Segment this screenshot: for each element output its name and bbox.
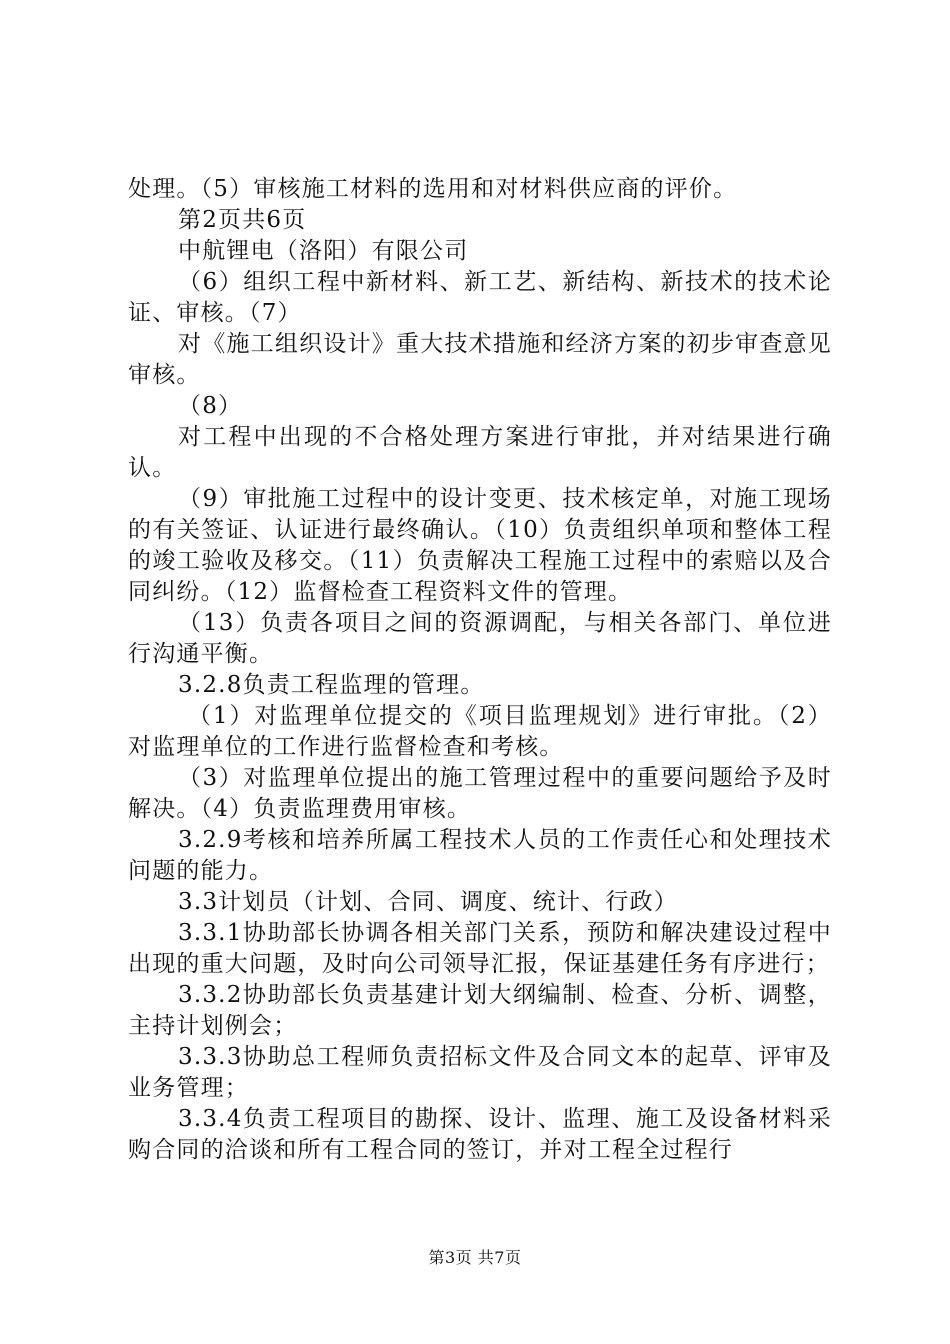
paragraph: 3.2.9考核和培养所属工程技术人员的工作责任心和处理技术问题的能力。 (128, 827, 832, 884)
paragraph: 对《施工组织设计》重大技术措施和经济方案的初步审查意见审核。 (128, 331, 832, 388)
inner-page-number: 第2页共6页 (178, 207, 307, 233)
paragraph: （1）对监理单位提交的《项目监理规划》进行审批。（2）对监理单位的工作进行监督检查和考核。 (128, 703, 832, 760)
paragraph: （9）审批施工过程中的设计变更、技术核定单，对施工现场的有关签证、认证进行最终确认。（10）负责组织单项和整体工程的竣工验收及移交。（11）负责解决工程施工过程中的索赔以及合同纠纷。（12）监督检查工程资料文件的管理。 (128, 486, 832, 605)
document-body (128, 174, 832, 1166)
company-name: 中航锂电（洛阳）有限公司 (178, 238, 469, 264)
page-footer: 第3页 共7页 (428, 1248, 522, 1267)
paragraph: 对工程中出现的不合格处理方案进行审批，并对结果进行确认。 (128, 424, 832, 481)
paragraph: （13）负责各项目之间的资源调配，与相关各部门、单位进行沟通平衡。 (128, 610, 832, 667)
paragraph: （6）组织工程中新材料、新工艺、新结构、新技术的技术论证、审核。（7） (128, 269, 832, 326)
section-heading: 3.3计划员（计划、合同、调度、统计、行政） (178, 889, 678, 915)
paragraph: 3.3.3协助总工程师负责招标文件及合同文本的起草、评审及业务管理； (128, 1044, 832, 1101)
paragraph: 3.3.4负责工程项目的勘探、设计、监理、施工及设备材料采购合同的洽谈和所有工程合同的签订，并对工程全过程行 (128, 1106, 832, 1163)
paragraph: （3）对监理单位提出的施工管理过程中的重要问题给予及时解决。（4）负责监理费用审核。 (128, 765, 832, 822)
paragraph: 3.3.2协助部长负责基建计划大纲编制、检查、分析、调整，主持计划例会； (128, 982, 832, 1039)
paragraph: 3.3.1协助部长协调各相关部门关系，预防和解决建设过程中出现的重大问题，及时向公司领导汇报，保证基建任务有序进行； (128, 920, 832, 977)
section-heading: 3.2.8负责工程监理的管理。 (178, 672, 485, 698)
paragraph: （8） (178, 393, 243, 419)
paragraph: 处理。（5）审核施工材料的选用和对材料供应商的评价。 (128, 176, 738, 202)
